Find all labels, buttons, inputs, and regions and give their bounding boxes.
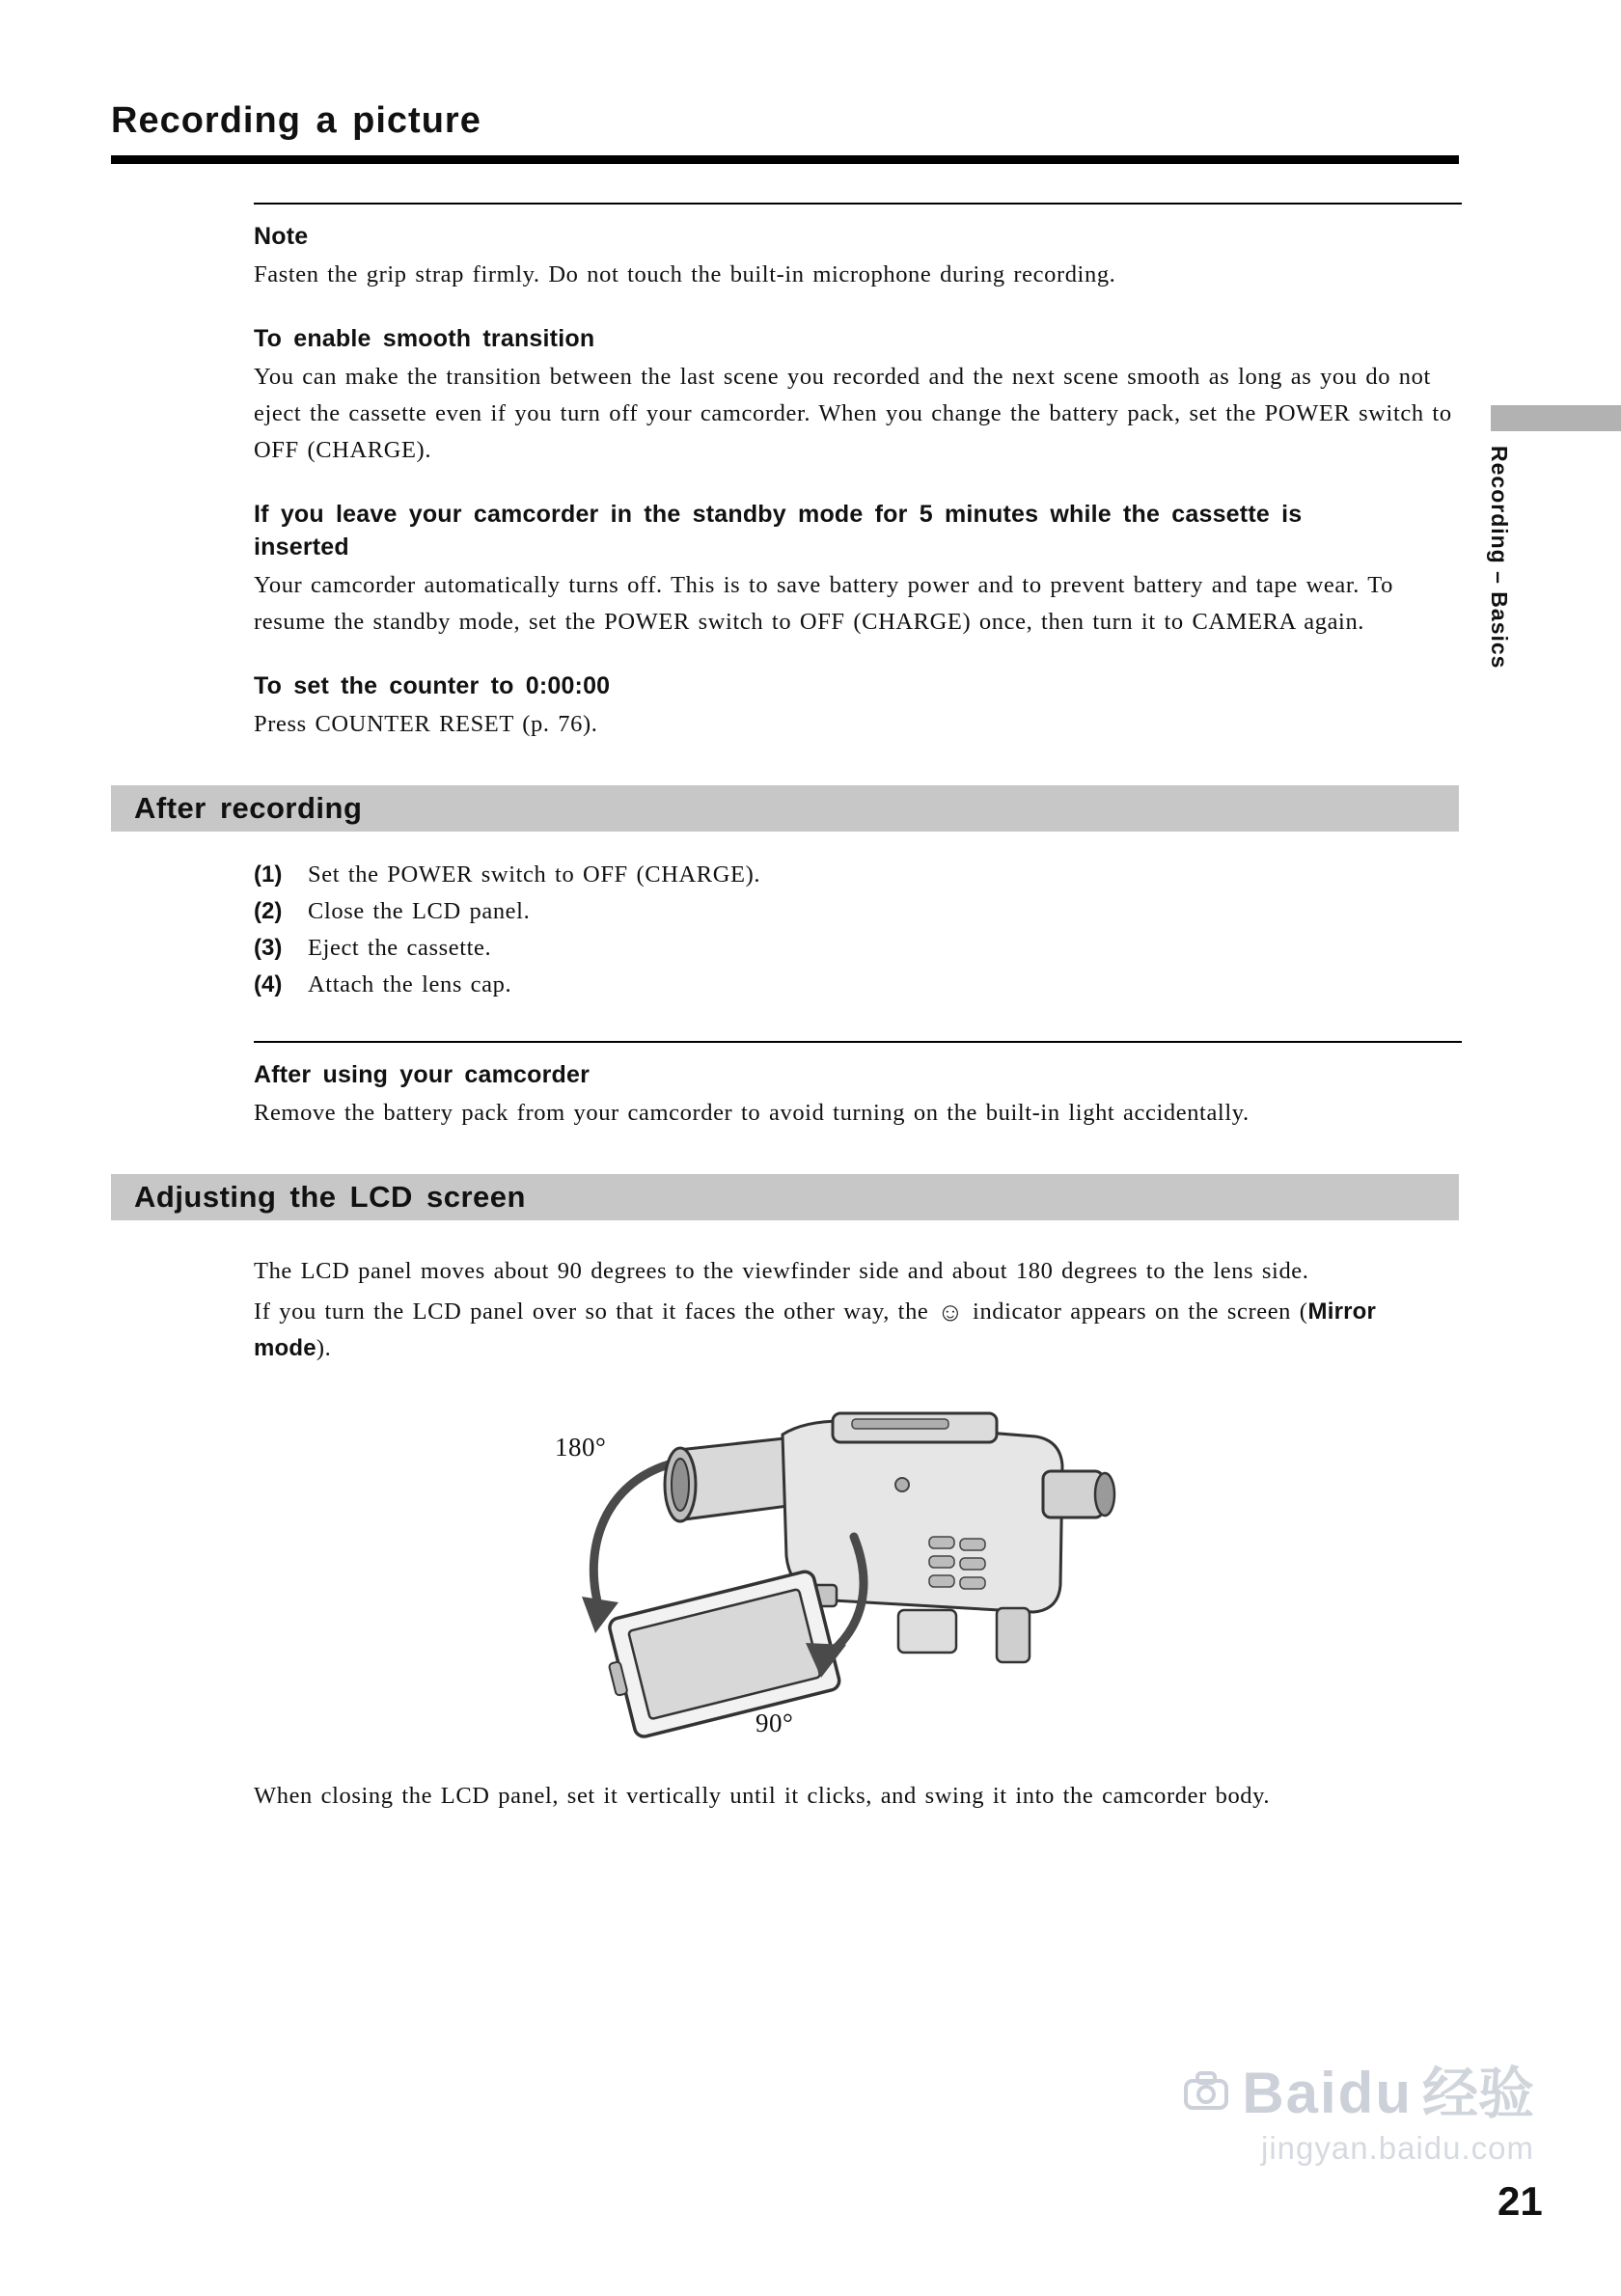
note-block	[254, 322, 1462, 469]
camera-doodle-icon	[1180, 2069, 1232, 2117]
lcd-closing-paragraph: When closing the LCD panel, set it vertically until it clicks, and swing it into the camcorder body.	[254, 1783, 1271, 1809]
note-heading: After using your camcorder	[254, 1061, 591, 1088]
section-banner-adjusting-lcd	[111, 1174, 1459, 1220]
note-body: Remove the battery pack from your camcorder to avoid turning on the built-in light accidentally.	[254, 1100, 1250, 1126]
section-divider	[254, 203, 1462, 205]
step-item	[254, 967, 1462, 1002]
adjusting-lcd-section	[254, 1253, 1462, 1815]
step-text: Set the POWER switch to OFF (CHARGE).	[308, 861, 761, 888]
note-heading: Note	[254, 223, 309, 250]
watermark-brand: Baidu	[1242, 2061, 1413, 2125]
note-body: Fasten the grip strap firmly. Do not touch the built-in microphone during recording.	[254, 261, 1116, 287]
camcorder-illustration	[514, 1392, 1151, 1749]
note-heading: If you leave your camcorder in the standby mode for 5 minutes while the cassette is inserted	[254, 501, 1303, 560]
page-number: 21	[1497, 2178, 1543, 2224]
step-item	[254, 930, 1462, 966]
camcorder-body	[783, 1413, 1114, 1662]
sidebar-tab-marker	[1491, 405, 1621, 431]
step-number: (4)	[254, 971, 283, 998]
step-number: (3)	[254, 935, 283, 961]
figure-label-180: 180°	[555, 1433, 607, 1462]
mirror-text-after: indicator appears on the screen (	[964, 1298, 1308, 1325]
watermark-brand-cn: 经验	[1421, 2063, 1534, 2125]
figure-label-90: 90°	[756, 1708, 794, 1737]
camcorder-drawing	[514, 1392, 1151, 1749]
step-item	[254, 893, 1462, 929]
note-body: Press COUNTER RESET (p. 76).	[254, 711, 598, 737]
sidebar-chapter-label: Recording – Basics	[1487, 446, 1512, 670]
note-block	[254, 220, 1462, 293]
banner-label: After recording	[134, 791, 363, 825]
lcd-panel	[598, 1570, 841, 1740]
step-text: Attach the lens cap.	[308, 971, 512, 998]
section-banner-after-recording	[111, 785, 1459, 832]
after-using-section	[254, 1041, 1462, 1132]
watermark	[1180, 2061, 1534, 2167]
note-heading: To set the counter to 0:00:00	[254, 672, 611, 699]
step-text: Eject the cassette.	[308, 935, 492, 961]
step-text: Close the LCD panel.	[308, 898, 531, 924]
lens-barrel	[665, 1438, 788, 1521]
note-body: You can make the transition between the last scene you recorded and the next scene smooth as long as you do not eject the cassette even if you turn off your camcorder. When you change the battery pack, set the POWER switch to OFF (CHARGE).	[254, 364, 1452, 463]
note-heading: To enable smooth transition	[254, 325, 595, 352]
note-block	[254, 498, 1462, 641]
step-item	[254, 857, 1462, 892]
mirror-text-end: ).	[316, 1335, 332, 1361]
note-body: Your camcorder automatically turns off. This is to save battery power and to prevent battery and tape wear. To resume the standby mode, set the POWER switch to OFF (CHARGE) once, then turn it to CAMERA again.	[254, 572, 1393, 635]
lcd-paragraph: The LCD panel moves about 90 degrees to the viewfinder side and about 180 degrees to the lens side.	[254, 1258, 1309, 1284]
page-title: Recording a picture	[111, 100, 481, 141]
note-block	[254, 670, 1462, 743]
banner-label: Adjusting the LCD screen	[134, 1180, 526, 1214]
lcd-paragraph-mirror	[254, 1294, 1462, 1367]
mirror-mode-icon: ☺	[937, 1298, 965, 1326]
watermark-url: jingyan.baidu.com	[1261, 2130, 1534, 2166]
title-rule	[111, 155, 1459, 164]
notes-section	[254, 203, 1462, 743]
arrow-180	[593, 1464, 669, 1609]
watermark-brand-row	[1180, 2061, 1534, 2125]
mirror-mode-label: Mirror mode	[254, 1298, 1377, 1361]
step-number: (1)	[254, 861, 283, 888]
section-divider	[254, 1041, 1462, 1043]
step-number: (2)	[254, 898, 283, 924]
mirror-text-before: If you turn the LCD panel over so that it faces the other way, the	[254, 1298, 938, 1325]
after-recording-steps	[254, 857, 1462, 1002]
